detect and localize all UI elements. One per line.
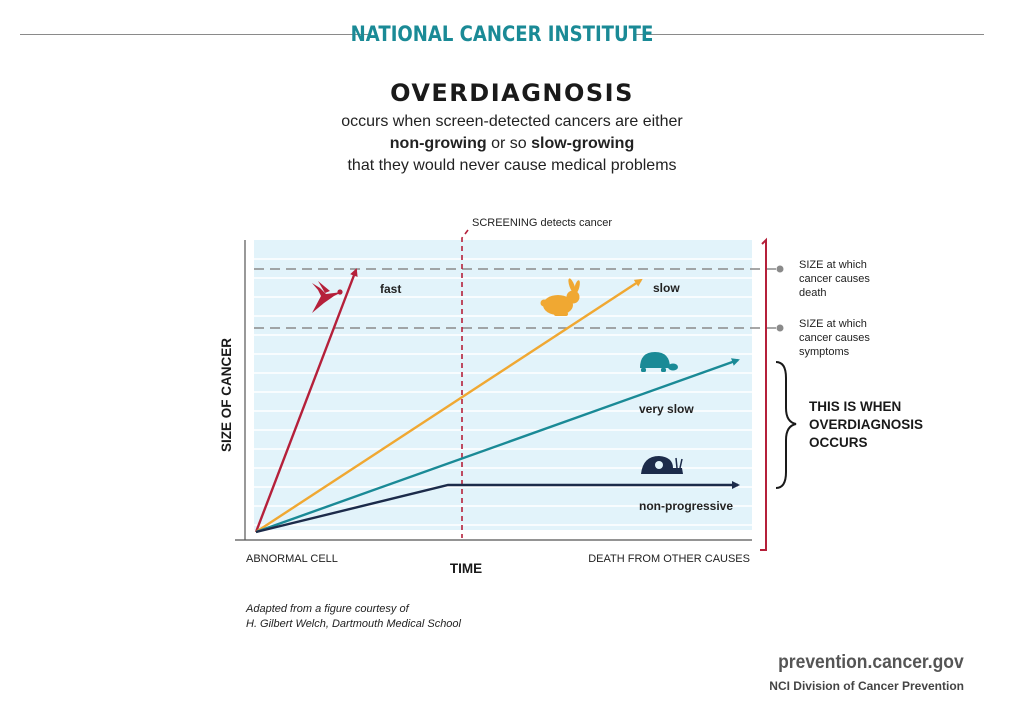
x-axis-label: TIME [449,561,483,576]
subtitle-line-1: occurs when screen-detected cancers are either [341,113,683,130]
very-slow-label: very slow [639,402,694,416]
fast-label: fast [380,282,402,296]
overdiagnosis-note: THIS IS WHEN OVERDIAGNOSIS OCCURS [809,399,924,450]
screening-label: SCREENING detects cancer [472,217,612,229]
slow-label: slow [653,281,680,295]
subtitle-connector: or so [486,135,532,152]
subtitle-line-3: that they would never cause medical problems [347,157,677,174]
division-name: NCI Division of Cancer Prevention [769,679,964,693]
organization-name: NATIONAL CANCER INSTITUTE [350,22,654,46]
symptoms-threshold-label: SIZE at which cancer causes symptoms [799,318,870,358]
credit-line-2: H. Gilbert Welch, Dartmouth Medical School [246,618,461,630]
x-start-label: ABNORMAL CELL [246,553,338,565]
credit-line-1: Adapted from a figure courtesy of [246,603,409,615]
overdiagnosis-brace [776,362,796,488]
subtitle-non-growing: non-growing [389,135,487,152]
website-link[interactable]: prevention.cancer.gov [778,652,964,673]
death-threshold-label: SIZE at which cancer causes death [799,259,870,299]
death-threshold-dot [777,266,784,273]
y-axis-label: SIZE OF CANCER [219,337,234,453]
subtitle-slow-growing: slow-growing [531,135,635,152]
timeline-end-bracket [760,240,766,550]
page-title: OVERDIAGNOSIS [390,79,634,107]
x-end-label: DEATH FROM OTHER CAUSES [588,553,750,565]
non-progressive-label: non-progressive [639,499,734,513]
symptoms-threshold-dot [777,325,784,332]
source-credit [246,602,461,632]
